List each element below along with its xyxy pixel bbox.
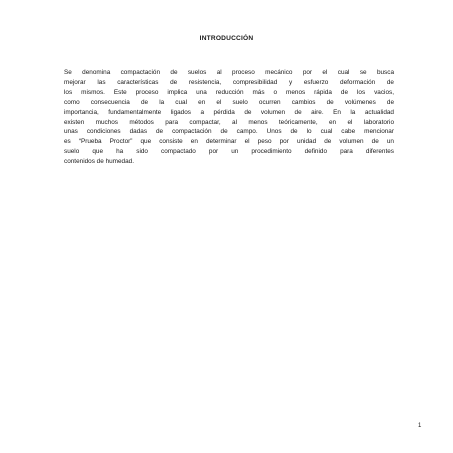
paragraph-line: existen muchos métodos para compactar, al menos teóricamente, en el laboratorio bbox=[64, 118, 394, 126]
paragraph-line: suelo que ha sido compactado por un procedimiento definido para diferentes bbox=[64, 148, 394, 156]
paragraph-line: los mismos. Este proceso implica una reducción más o menos rápida de los vacios, bbox=[64, 88, 394, 96]
paragraph-line: contenidos de humedad. bbox=[64, 158, 134, 166]
page-number: 1 bbox=[418, 423, 422, 429]
paragraph-line: como consecuencia de la cual en el suelo ocurren cambios de volúmenes de bbox=[64, 98, 394, 106]
paragraph-line: Se denomina compactación de suelos al proceso mecánico por el cual se busca bbox=[64, 69, 394, 76]
paragraph-line: mejorar las características de resistencia, compresibilidad y esfuerzo deformación de bbox=[64, 78, 394, 86]
intro-paragraph bbox=[64, 68, 394, 167]
section-title: INTRODUCCIÓN bbox=[199, 35, 254, 42]
paragraph-line: es “Prueba Proctor” que consiste en determinar el peso por unidad de volumen de un bbox=[64, 138, 394, 146]
paragraph-line: importancia, fundamentalmente ligados a pérdida de volumen de aire. En la actualidad bbox=[64, 108, 394, 116]
paragraph-line: unas condiciones dadas de compactación de campo. Unos de lo cual cabe mencionar bbox=[64, 128, 394, 136]
